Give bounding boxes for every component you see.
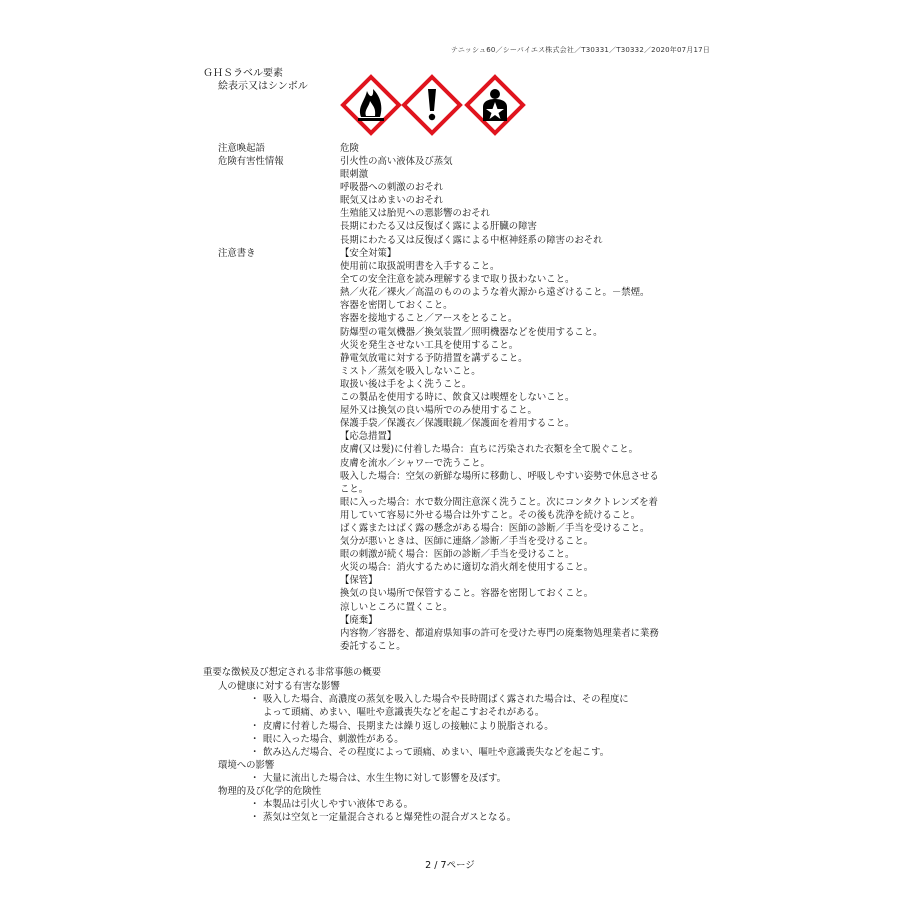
precaution-line: 防爆型の電気機器／換気装置／照明機器などを使用すること。 <box>340 326 603 338</box>
hazard-statement: 長期にわたる又は反復ばく露による中枢神経系の障害のおそれ <box>340 234 603 246</box>
hazard-statement: 眼刺激 <box>340 169 369 181</box>
precaution-line: 皮膚(又は髪)に付着した場合：直ちに汚染された衣類を全て脱ぐこと。 <box>340 444 638 456</box>
precaution-line: 取扱い後は手をよく洗うこと。 <box>340 378 472 390</box>
ghs-pictograms <box>340 74 530 136</box>
list-item-continuation <box>250 706 629 719</box>
signal-word-label: 注意喚起語 <box>218 143 265 154</box>
ghs-section-title: ＧＨＳラベル要素 <box>203 68 283 79</box>
list-item: ・ 大量に流出した場合は、水生生物に対して影響を及ぼす。 <box>250 773 507 784</box>
precaution-label: 注意書き <box>218 248 256 259</box>
bullet-text: 大量に流出した場合は、水生生物に対して影響を及ぼす。 <box>263 773 507 784</box>
precaution-line: こと。 <box>340 483 369 495</box>
hazard-statements <box>340 155 720 247</box>
precaution-line: 眼に入った場合：水で数分間注意深く洗うこと。次にコンタクトレンズを着 <box>340 496 658 508</box>
hazard-statement: 生殖能又は胎児への悪影響のおそれ <box>340 208 491 220</box>
signal-word: 危険 <box>340 143 359 154</box>
precaution-line: ミスト／蒸気を吸入しないこと。 <box>340 365 481 377</box>
list-item: ・ 本製品は引火しやすい液体である。 <box>250 799 414 810</box>
precaution-line: 静電気放電に対する予防措置を講ずること。 <box>340 352 528 364</box>
health-effects-list <box>250 693 629 759</box>
bullet-text: 本製品は引火しやすい液体である。 <box>263 799 414 810</box>
precaution-line: 皮膚を流水／シャワーで洗うこと。 <box>340 457 490 469</box>
precaution-line: 使用前に取扱説明書を入手すること。 <box>340 261 500 273</box>
precaution-line: 全ての安全注意を読み理解するまで取り扱わないこと。 <box>340 274 575 286</box>
precaution-line: 用していて容易に外せる場合は外すこと。その後も洗浄を続けること。 <box>340 509 641 521</box>
precaution-line: ばく露またはばく露の懸念がある場合：医師の診断／手当を受けること。 <box>340 522 650 534</box>
precaution-line: 火災の場合：消火するために適切な消火剤を使用すること。 <box>340 562 594 574</box>
precaution-statements <box>340 247 720 653</box>
precaution-line: 【安全対策】 <box>340 248 397 259</box>
exclamation-pictogram <box>404 77 460 133</box>
environment-title: 環境への影響 <box>218 760 275 771</box>
precaution-line: 【保管】 <box>340 575 378 587</box>
physchem-list <box>250 798 516 825</box>
precaution-line: 涼しいところに置くこと。 <box>340 601 453 613</box>
health-effects-title: 人の健康に対する有害な影響 <box>218 681 340 692</box>
document-header: テニッシュ60／シーパイエス株式会社／T30331／T30332／2020年07月17日 <box>450 46 710 54</box>
precaution-line: 吸入した場合：空気の新鮮な場所に移動し、呼吸しやすい姿勢で休息させる <box>340 470 659 482</box>
precaution-line: 委託すること。 <box>340 640 406 652</box>
bullet-text: 皮膚に付着した場合、長期または繰り返しの接触により脱脂される。 <box>263 720 554 732</box>
list-item: ・ 眼に入った場合、刺激性がある。 <box>250 733 404 745</box>
hazard-statement: 眠気又はめまいのおそれ <box>340 195 444 207</box>
list-item: ・ 吸入した場合、高濃度の蒸気を吸入した場合や長時間ばく露された場合は、その程度に <box>250 694 629 705</box>
precaution-line: 内容物／容器を、都道府県知事の許可を受けた専門の廃棄物処理業者に業務 <box>340 627 659 639</box>
list-item: ・ 皮膚に付着した場合、長期または繰り返しの接触により脱脂される。 <box>250 720 554 732</box>
list-item: ・ 蒸気は空気と一定量混合されると爆発性の混合ガスとなる。 <box>250 812 517 824</box>
precaution-line: この製品を使用する時に、飲食又は喫煙をしないこと。 <box>340 392 575 404</box>
bullet-text: 吸入した場合、高濃度の蒸気を吸入した場合や長時間ばく露された場合は、その程度に <box>263 694 629 705</box>
bullet-text: 飲み込んだ場合、その程度によって頭痛、めまい、嘔吐や意識喪失などを起こす。 <box>263 747 610 759</box>
hazard-statement: 引火性の高い液体及び蒸気 <box>340 156 453 167</box>
page-number: 2 / 7ページ <box>425 860 475 871</box>
list-item: ・ 飲み込んだ場合、その程度によって頭痛、めまい、嘔吐や意識喪失などを起こす。 <box>250 747 610 759</box>
precaution-line: 熱／火花／裸火／高温のもののような着火源から遠ざけること。－禁煙。 <box>340 287 650 299</box>
precaution-line: 【廃棄】 <box>340 614 378 626</box>
overview-title: 重要な徴候及び想定される非常事態の概要 <box>203 667 382 678</box>
hazard-label: 危険有害性情報 <box>218 156 284 167</box>
precaution-line: 眼の刺激が続く場合：医師の診断／手当を受けること。 <box>340 549 575 561</box>
symbol-label: 絵表示又はシンボル <box>218 81 308 92</box>
flame-pictogram <box>343 77 399 133</box>
precaution-line: 容器を密閉しておくこと。 <box>340 300 453 312</box>
hazard-statement: 呼吸器への刺激のおそれ <box>340 182 444 194</box>
precaution-line: 【応急措置】 <box>340 431 397 443</box>
precaution-line: 保護手袋／保護衣／保護眼鏡／保護面を着用すること。 <box>340 418 575 430</box>
precaution-line: 気分が悪いときは、医師に連絡／診断／手当を受けること。 <box>340 536 594 548</box>
bullet-text: 蒸気は空気と一定量混合されると爆発性の混合ガスとなる。 <box>263 812 517 824</box>
hazard-statement: 長期にわたる又は反復ばく露による肝臓の障害 <box>340 221 537 233</box>
health-hazard-pictogram <box>467 77 523 133</box>
precaution-line: 換気の良い場所で保管すること。容器を密閉しておくこと。 <box>340 588 594 600</box>
bullet-text: よって頭痛、めまい、嘔吐や意識喪失などを起こすおそれがある。 <box>263 707 545 719</box>
environment-list <box>250 772 506 785</box>
physchem-title: 物理的及び化学的危険性 <box>218 786 322 797</box>
bullet-text: 眼に入った場合、刺激性がある。 <box>263 733 404 745</box>
precaution-line: 火災を発生させない工具を使用すること。 <box>340 339 519 351</box>
precaution-line: 容器を接地すること／アースをとること。 <box>340 313 518 325</box>
precaution-line: 屋外又は換気の良い場所でのみ使用すること。 <box>340 405 537 417</box>
